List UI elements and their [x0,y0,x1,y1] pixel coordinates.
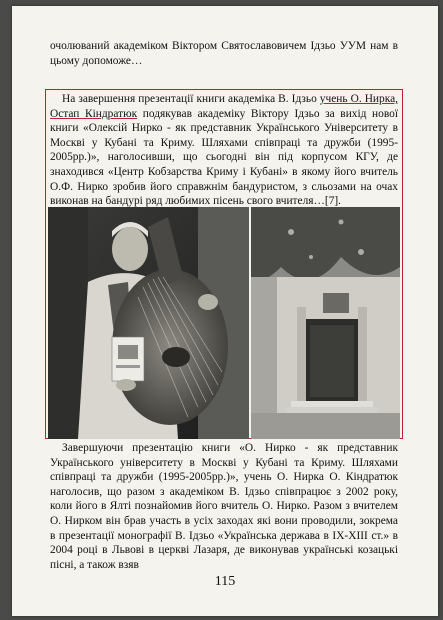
photo-bandura-player [48,207,249,439]
bottom-paragraph: Завершуючи презентацію книги «О. Нирко - як представник Українського університету в Москві у Кубані та Криму. Шляхами співпраці та дружби (1995-2005рр.)», учень О. Нирка О. Кіндратюк наголосив, що разом з академіком В. Ідзьо співпрацює з 2002 року, коли його в Ялті познайомив його вчитель О. Нирко. Разом з вчителем О. Нирком він брав участь в усіх заходах які вони проводили, зокрема в презентації монографії В. Ідзьо «Українська держава в IX-XIII ст.» в 2004 році в Львові в церкві Лазаря, де виконував українські козацькі пісні, а також взяв [50,442,398,571]
photo-building-entrance [251,207,400,439]
underlined-name: учень О. Нирка, Остап Кіндратюк [50,93,398,120]
boxed-prefix: На завершення презентації книги академіка В. Ідзьо [62,93,320,105]
boxed-suffix: подякував академіку Віктору Ідзьо за вихід нової книги «Олексій Нирко - як представник Українського Університету в Москві у Кубані та Криму. Шляхами співпраці та дружби (1995-2005рр.)», наголосивши, що сьогодні він під корпусом КГУ, де знаходився «Центр Кобзарства Криму і Кубані» в якому його вчитель О.Ф. Нирко зробив його справжнім бандуристом, з сльозами на очах виконав на бандурі ряд любимих пісень свого вчителя…[7]. [50,107,398,208]
boxed-paragraph [50,92,398,209]
building-illustration [251,207,400,439]
top-paragraph: очолюваний академіком Віктором Святославовичем Ідзьо УУМ нам в цьому допоможе… [50,40,398,67]
page-number: 115 [214,574,236,589]
bandura-player-illustration [48,207,249,439]
document-page [12,6,438,616]
